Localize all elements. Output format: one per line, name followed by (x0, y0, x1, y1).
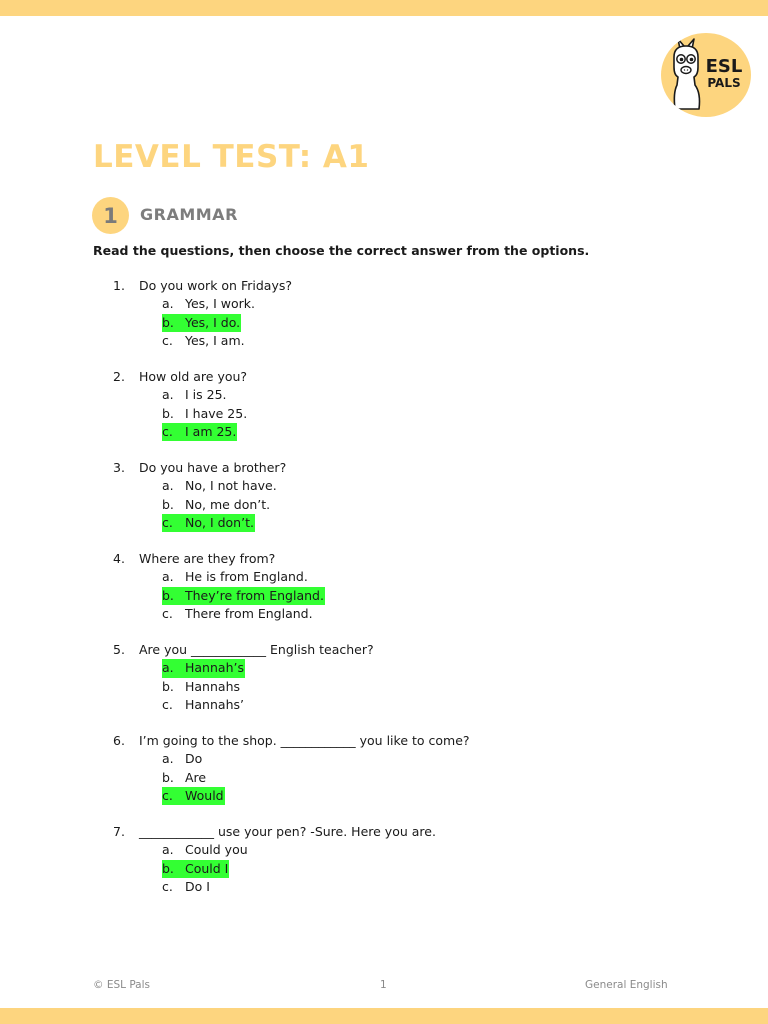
option-text: There from England. (185, 605, 313, 621)
question-line (113, 823, 733, 841)
option-text: They’re from England. (185, 587, 324, 603)
option-letter: c. (162, 787, 173, 803)
option-letter: a. (162, 842, 174, 858)
section-instructions: Read the questions, then choose the correct answer from the options. (93, 243, 590, 258)
answer-option[interactable] (162, 477, 733, 495)
answer-option-content (162, 423, 237, 441)
bottom-accent-band (0, 1008, 768, 1024)
option-letter: a. (162, 569, 174, 585)
answer-options (162, 659, 733, 714)
answer-option-content (162, 750, 203, 768)
answer-option-content (162, 477, 278, 495)
option-text: Are (185, 769, 207, 785)
answer-option-content (162, 496, 271, 514)
question-text: Do you have a brother? (139, 459, 287, 475)
answer-option-content (162, 295, 256, 313)
answer-option-content (162, 659, 245, 677)
footer-course-name: General English (585, 979, 668, 991)
footer-copyright: © ESL Pals (93, 979, 151, 991)
question-number: 1. (113, 278, 125, 293)
answer-option[interactable] (162, 678, 733, 696)
option-letter: b. (162, 587, 174, 603)
option-text: No, I not have. (185, 478, 277, 494)
section-number-badge: 1 (92, 197, 129, 234)
answer-option[interactable] (162, 860, 733, 878)
esl-pals-logo (661, 33, 751, 117)
option-text: I am 25. (185, 423, 237, 439)
answer-option[interactable] (162, 787, 733, 805)
answer-options (162, 568, 733, 623)
answer-option-content (162, 314, 241, 332)
question-text: Are you ____________ English teacher? (139, 641, 374, 657)
answer-option[interactable] (162, 659, 733, 677)
answer-option-content (162, 605, 314, 623)
top-accent-band (0, 0, 768, 16)
answer-option[interactable] (162, 696, 733, 714)
option-letter: a. (162, 296, 174, 312)
option-text: No, me don’t. (185, 496, 271, 512)
question-line (113, 641, 733, 659)
question-number: 7. (113, 823, 125, 839)
question-number: 5. (113, 641, 125, 657)
answer-option-content (162, 386, 228, 404)
page-title: LEVEL TEST: A1 (93, 139, 370, 175)
option-text: Do I (185, 878, 210, 894)
footer-page-number: 1 (380, 979, 387, 991)
answer-option[interactable] (162, 332, 733, 350)
question-3 (113, 459, 733, 532)
answer-option[interactable] (162, 514, 733, 532)
option-text: Do (185, 751, 203, 767)
question-6 (113, 732, 733, 805)
answer-option[interactable] (162, 568, 733, 586)
option-letter: a. (162, 751, 174, 767)
answer-option[interactable] (162, 405, 733, 423)
answer-option-content (162, 587, 325, 605)
answer-option-content (162, 678, 241, 696)
answer-option-content (162, 332, 246, 350)
option-letter: b. (162, 678, 174, 694)
answer-option[interactable] (162, 587, 733, 605)
answer-option-content (162, 769, 207, 787)
answer-option-content (162, 787, 225, 805)
option-letter: c. (162, 878, 173, 894)
question-5 (113, 641, 733, 714)
question-number: 2. (113, 368, 125, 384)
question-number: 3. (113, 459, 125, 475)
option-letter: b. (162, 769, 174, 785)
answer-option[interactable] (162, 496, 733, 514)
option-letter: a. (162, 387, 174, 403)
answer-option-content (162, 405, 248, 423)
question-line (113, 732, 733, 750)
answer-option[interactable] (162, 423, 733, 441)
answer-options (162, 841, 733, 896)
option-text: No, I don’t. (185, 514, 254, 530)
question-7 (113, 823, 733, 896)
question-line (113, 550, 733, 568)
section-title: GRAMMAR (140, 205, 238, 224)
option-text: Hannahs (185, 678, 240, 694)
answer-option[interactable] (162, 295, 733, 313)
question-number: 6. (113, 732, 125, 748)
option-text: I is 25. (185, 387, 227, 403)
question-text: I’m going to the shop. ____________ you like to come? (139, 732, 470, 748)
answer-option[interactable] (162, 386, 733, 404)
option-text: Yes, I work. (185, 296, 256, 312)
option-text: Would (185, 787, 224, 803)
option-text: Hannah’s (185, 660, 244, 676)
question-text: Do you work on Fridays? (139, 278, 292, 293)
option-letter: b. (162, 405, 174, 421)
option-letter: b. (162, 314, 174, 330)
answer-option[interactable] (162, 769, 733, 787)
answer-options (162, 750, 733, 805)
option-letter: a. (162, 660, 174, 676)
question-4 (113, 550, 733, 623)
question-line (113, 368, 733, 386)
answer-option-content (162, 696, 245, 714)
answer-options (162, 477, 733, 532)
answer-option[interactable] (162, 750, 733, 768)
option-text: I have 25. (185, 405, 248, 421)
logo-text-esl: ESL (705, 56, 743, 77)
answer-option[interactable] (162, 605, 733, 623)
answer-option-content (162, 878, 211, 896)
question-text: How old are you? (139, 368, 248, 384)
answer-option[interactable] (162, 841, 733, 859)
answer-option-content (162, 860, 229, 878)
answer-option[interactable] (162, 314, 733, 332)
answer-option-content (162, 568, 309, 586)
answer-option[interactable] (162, 878, 733, 896)
option-text: Hannahs’ (185, 696, 244, 712)
option-letter: a. (162, 478, 174, 494)
option-text: He is from England. (185, 569, 308, 585)
answer-options (162, 295, 733, 350)
option-letter: b. (162, 496, 174, 512)
option-letter: c. (162, 423, 173, 439)
option-text: Yes, I am. (185, 332, 245, 348)
answer-option-content (162, 514, 255, 532)
option-text: Could you (185, 842, 248, 858)
option-letter: c. (162, 332, 173, 348)
logo-text-pals: PALS (707, 76, 741, 90)
question-line (113, 277, 733, 295)
question-1 (113, 277, 733, 350)
question-list (113, 277, 733, 914)
question-text: Where are they from? (139, 550, 276, 566)
question-2 (113, 368, 733, 441)
question-text: ____________ use your pen? -Sure. Here you are. (139, 823, 436, 839)
answer-options (162, 386, 733, 441)
option-letter: c. (162, 605, 173, 621)
option-letter: c. (162, 514, 173, 530)
option-text: Could I (185, 860, 229, 876)
option-letter: b. (162, 860, 174, 876)
question-line (113, 459, 733, 477)
option-text: Yes, I do. (185, 314, 241, 330)
answer-option-content (162, 841, 249, 859)
option-letter: c. (162, 696, 173, 712)
question-number: 4. (113, 550, 125, 566)
